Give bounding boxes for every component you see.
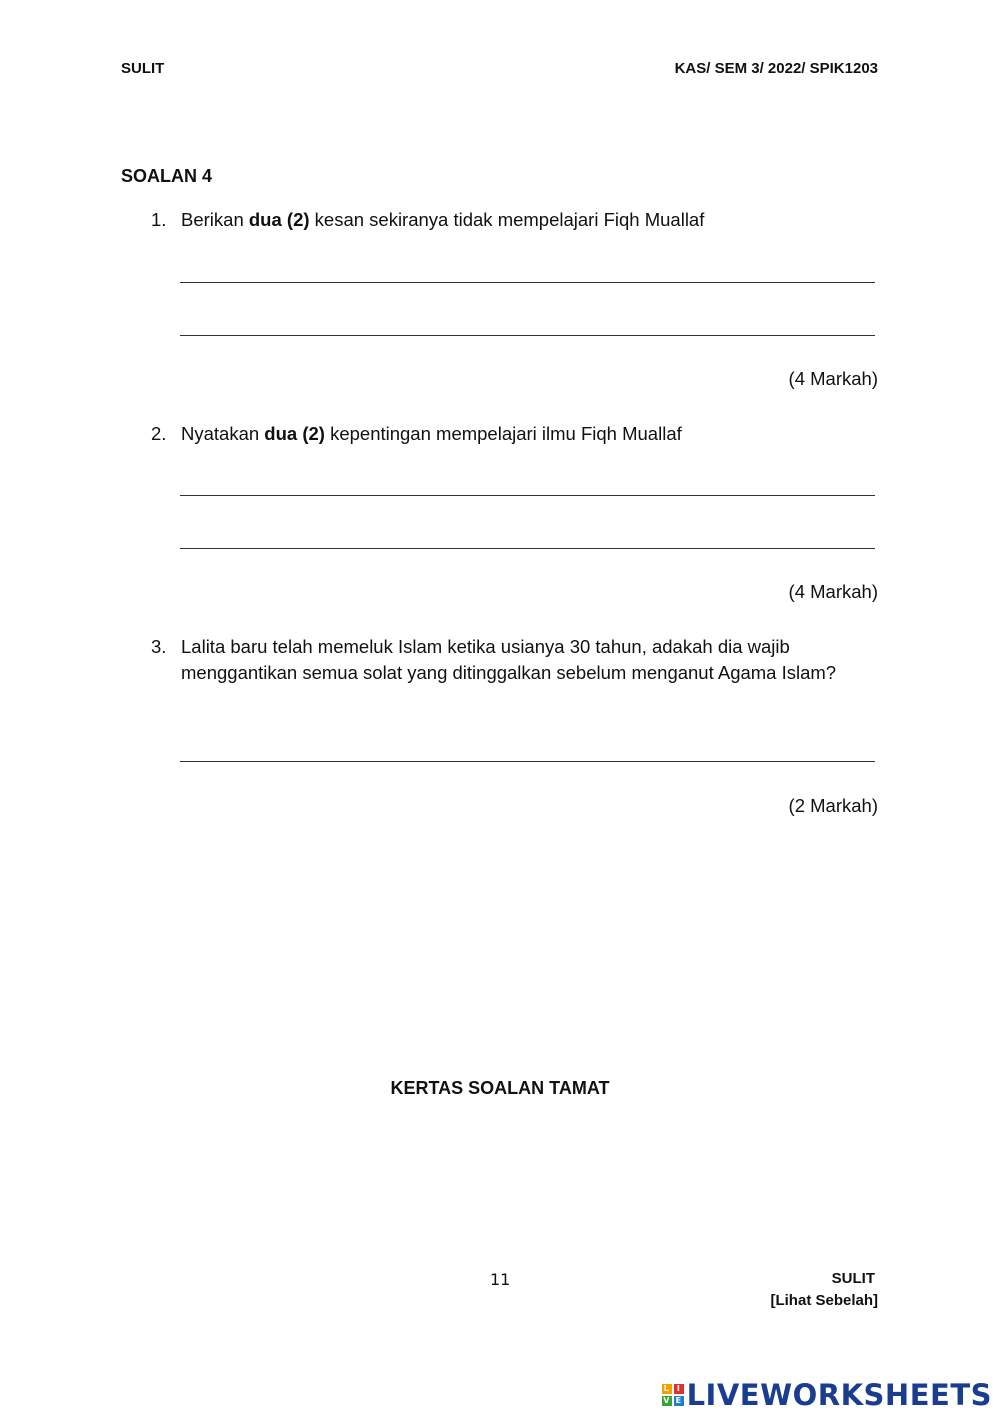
logo-text: LIVEWORKSHEETS <box>686 1378 992 1412</box>
answer-line[interactable] <box>180 548 875 549</box>
header-sulit: SULIT <box>121 60 165 77</box>
footer-sulit: SULIT <box>831 1270 875 1287</box>
marks-label: (4 Markah) <box>788 368 878 389</box>
marks-label: (4 Markah) <box>788 581 878 602</box>
logo-letter: V <box>663 1396 670 1405</box>
answer-line[interactable] <box>180 282 875 283</box>
end-of-paper-label: KERTAS SOALAN TAMAT <box>390 1078 610 1098</box>
liveworksheets-logo <box>662 1378 992 1412</box>
logo-grid-icon <box>662 1384 684 1406</box>
question-text: Berikan dua (2) kesan sekiranya tidak mempelajari Fiqh Muallaf <box>181 209 705 230</box>
marks-label: (2 Markah) <box>788 795 878 816</box>
logo-letter: E <box>674 1396 684 1406</box>
answer-line[interactable] <box>180 495 875 496</box>
question-2 <box>151 421 881 451</box>
page-number: 11 <box>490 1270 511 1289</box>
section-title: SOALAN 4 <box>121 166 213 186</box>
question-number: 3. <box>151 636 167 657</box>
logo-letter: L <box>662 1384 672 1394</box>
answer-line[interactable] <box>180 761 875 762</box>
logo-letter: I <box>674 1384 684 1394</box>
question-text: Lalita baru telah memeluk Islam ketika usianya 30 tahun, adakah dia wajib menggantikan semua solat yang ditinggalkan sebelum menganut Agama Islam? <box>181 636 837 683</box>
question-number: 2. <box>151 423 167 444</box>
question-number: 1. <box>151 209 167 230</box>
header-course-code: KAS/ SEM 3/ 2022/ SPIK1203 <box>674 60 878 77</box>
answer-line[interactable] <box>180 335 875 336</box>
question-text: Nyatakan dua (2) kepentingan mempelajari ilmu Fiqh Muallaf <box>181 423 682 444</box>
footer-next-page: [Lihat Sebelah] <box>770 1292 878 1309</box>
question-3 <box>151 634 881 714</box>
question-1 <box>151 207 881 237</box>
